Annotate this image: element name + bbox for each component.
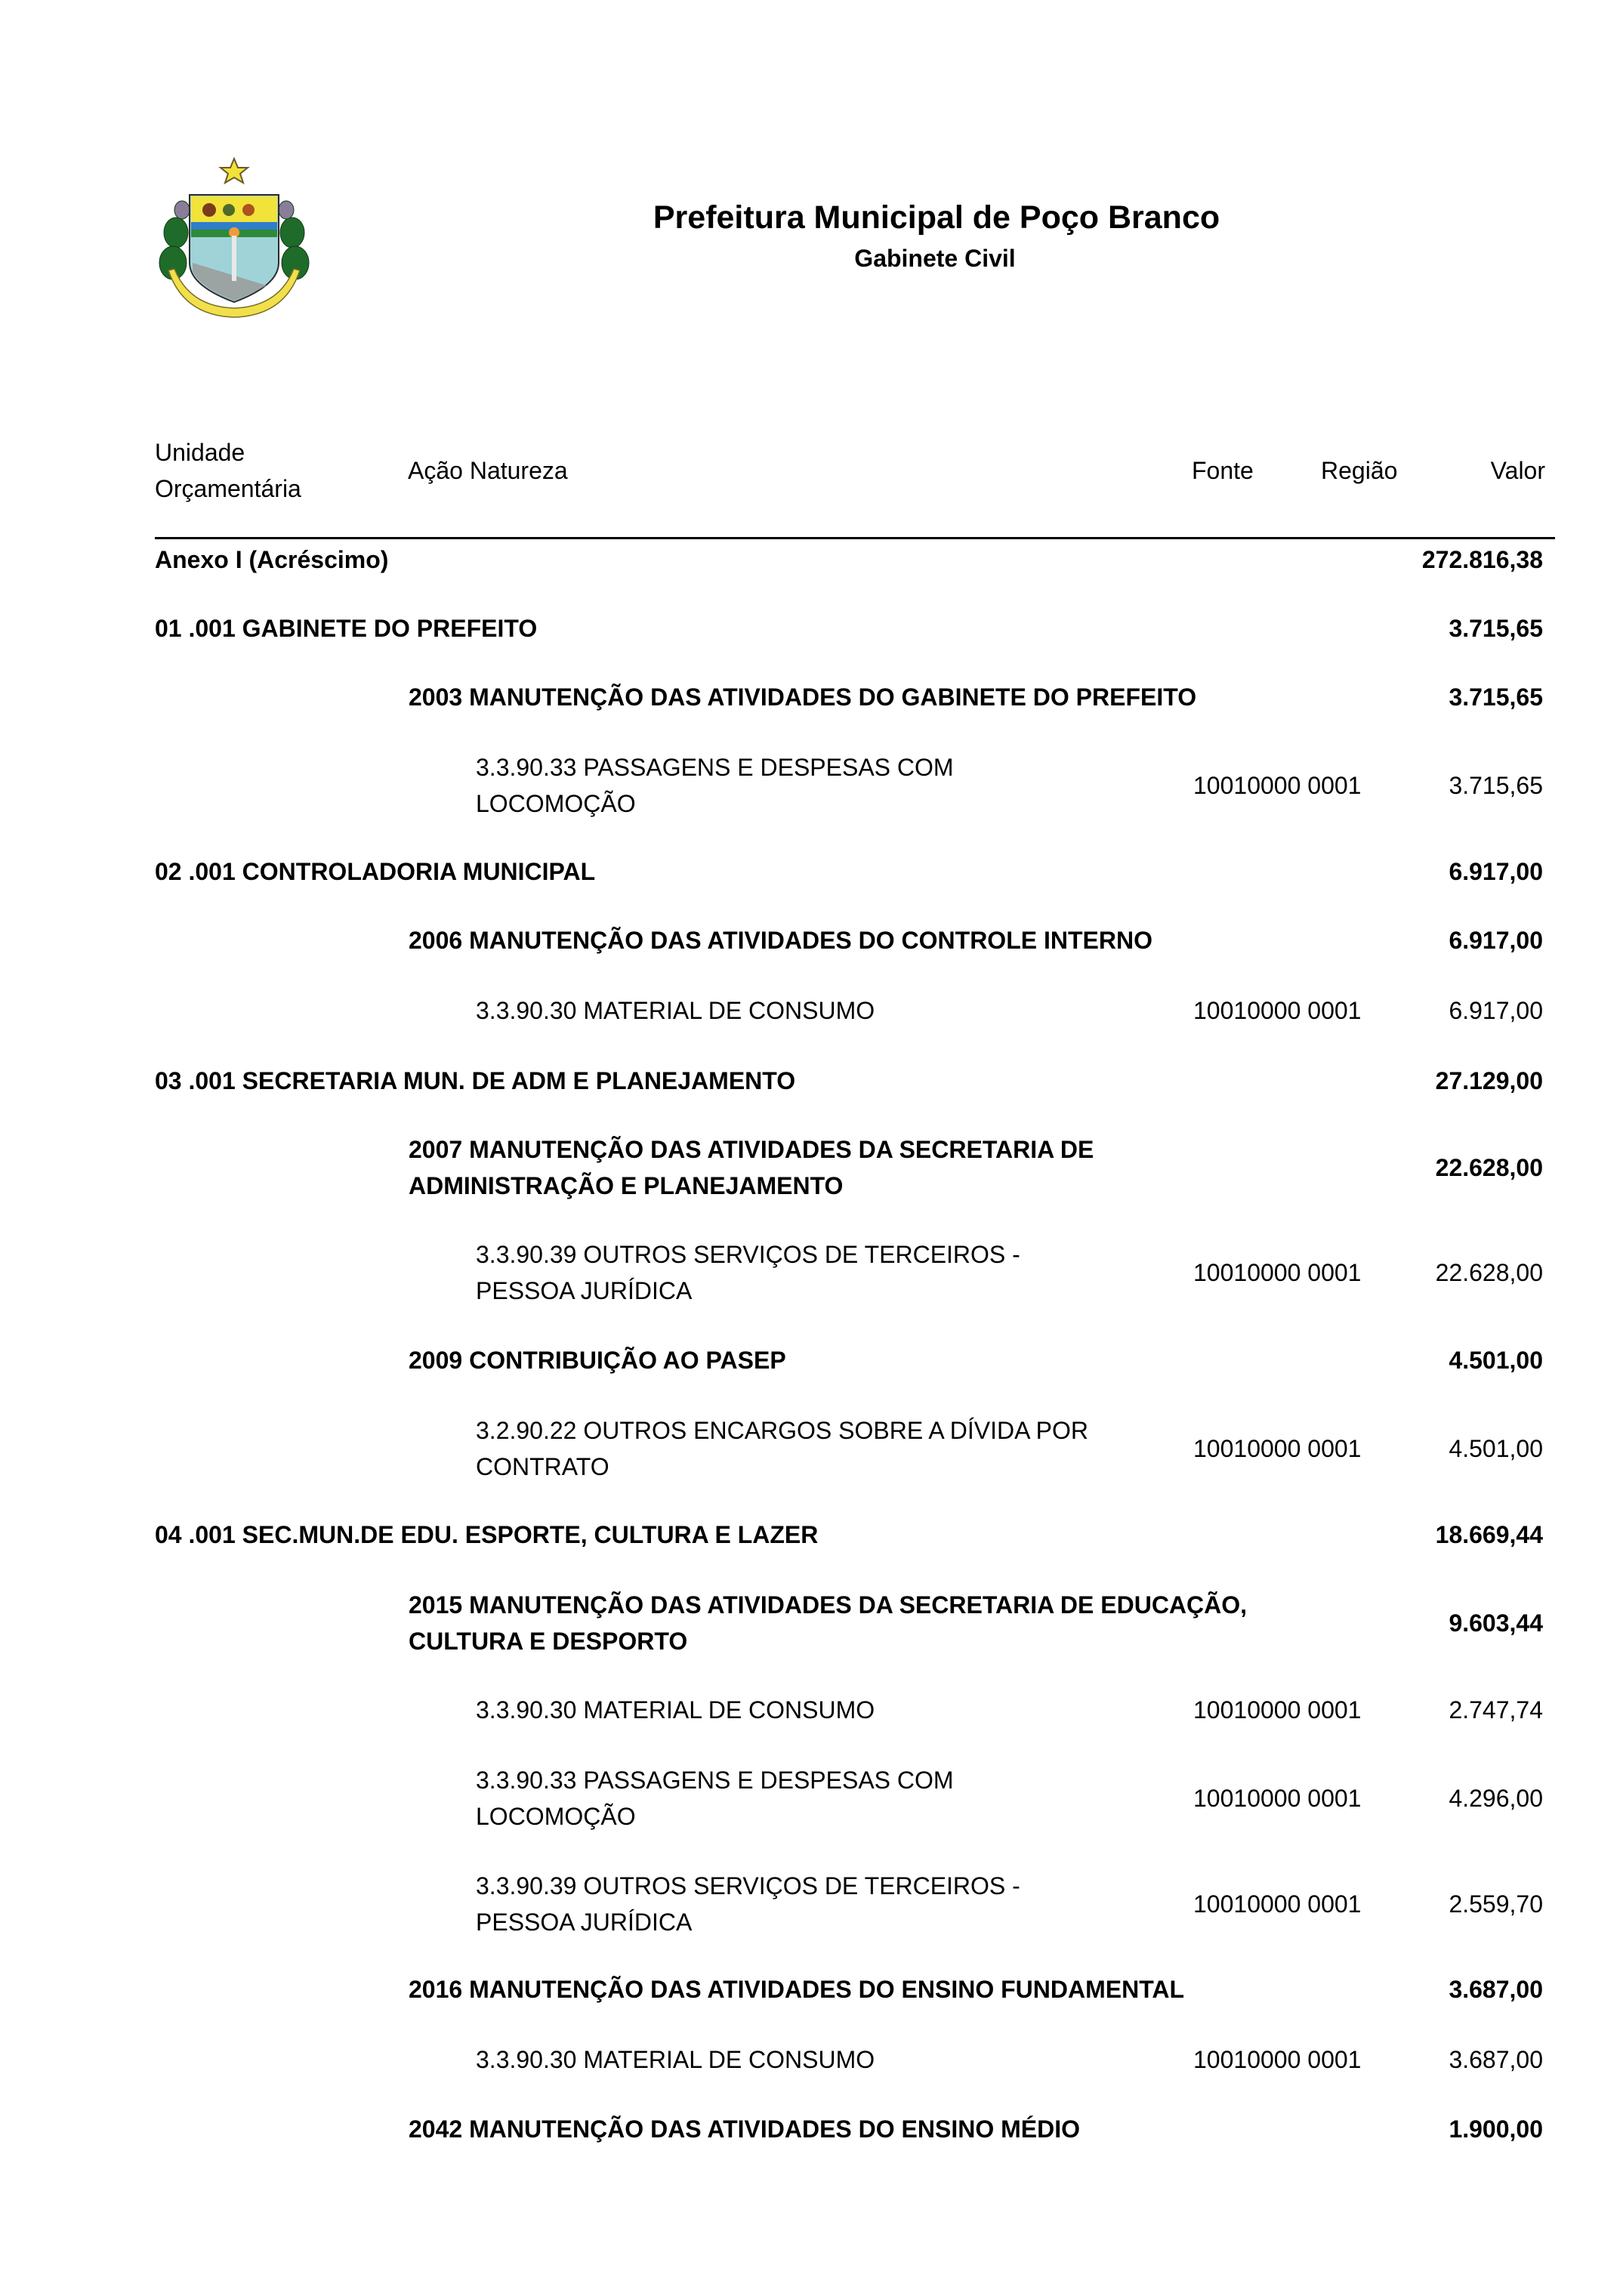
natureza-text-line: PESSOA JURÍDICA (476, 1909, 693, 1936)
fonte-cell: 10010000 0001 (1193, 1259, 1362, 1286)
natureza-text-line: LOCOMOÇÃO (476, 1803, 636, 1830)
column-header-regiao: Região (1321, 457, 1398, 484)
unidade-orcamentaria-row: 02 .001 CONTROLADORIA MUNICIPAL (155, 858, 596, 885)
valor-cell: 4.296,00 (1449, 1785, 1543, 1812)
natureza-row (476, 1868, 1020, 1940)
acao-text-line: ADMINISTRAÇÃO E PLANEJAMENTO (409, 1172, 844, 1199)
acao-text-line: 2015 MANUTENÇÃO DAS ATIVIDADES DA SECRETARIA DE EDUCAÇÃO, (409, 1591, 1248, 1619)
page-subtitle: Gabinete Civil (854, 245, 1016, 272)
valor-cell: 18.669,44 (1435, 1521, 1543, 1548)
unidade-orcamentaria-row: 04 .001 SEC.MUN.DE EDU. ESPORTE, CULTURA E LAZER (155, 1521, 819, 1548)
natureza-text-line: 3.3.90.30 MATERIAL DE CONSUMO (476, 997, 875, 1024)
acao-row (409, 1342, 786, 1378)
page-title: Prefeitura Municipal de Poço Branco (653, 199, 1220, 236)
header-divider (155, 537, 1555, 539)
star-icon (221, 159, 248, 183)
acao-row (409, 1587, 1247, 1659)
natureza-row (476, 992, 875, 1029)
column-header-unidade-line1: Unidade (155, 439, 245, 466)
acao-row (409, 1971, 1184, 2007)
valor-cell: 3.715,65 (1449, 684, 1543, 711)
column-header-unidade-line2: Orçamentária (155, 475, 301, 502)
valor-cell: 4.501,00 (1449, 1347, 1543, 1374)
natureza-row (476, 1762, 954, 1835)
fonte-cell: 10010000 0001 (1193, 1435, 1362, 1462)
acao-row (409, 1131, 1094, 1204)
valor-cell: 4.501,00 (1449, 1435, 1543, 1462)
valor-cell: 22.628,00 (1435, 1259, 1543, 1286)
acao-text-line: CULTURA E DESPORTO (409, 1628, 688, 1655)
acao-row (409, 922, 1152, 958)
natureza-text-line: 3.3.90.33 PASSAGENS E DESPESAS COM (476, 1767, 954, 1794)
valor-cell: 3.687,00 (1449, 2046, 1543, 2073)
acao-text-line: 2007 MANUTENÇÃO DAS ATIVIDADES DA SECRETARIA DE (409, 1136, 1094, 1163)
fonte-cell: 10010000 0001 (1193, 1696, 1362, 1724)
valor-cell: 3.715,65 (1449, 615, 1543, 642)
natureza-text-line: 3.3.90.39 OUTROS SERVIÇOS DE TERCEIROS - (476, 1241, 1020, 1268)
natureza-text-line: 3.2.90.22 OUTROS ENCARGOS SOBRE A DÍVIDA POR (476, 1417, 1088, 1444)
valor-cell: 2.747,74 (1449, 1696, 1543, 1724)
natureza-text-line: PESSOA JURÍDICA (476, 1277, 693, 1304)
valor-cell: 2.559,70 (1449, 1890, 1543, 1918)
natureza-text-line: LOCOMOÇÃO (476, 790, 636, 817)
natureza-row (476, 749, 954, 822)
acao-text-line: 2016 MANUTENÇÃO DAS ATIVIDADES DO ENSINO FUNDAMENTAL (409, 1976, 1185, 2003)
acao-row (409, 679, 1196, 715)
valor-cell: 3.715,65 (1449, 772, 1543, 799)
column-header-unidade (155, 434, 301, 507)
valor-cell: 9.603,44 (1449, 1609, 1543, 1637)
valor-cell: 6.917,00 (1449, 997, 1543, 1024)
natureza-text-line: 3.3.90.30 MATERIAL DE CONSUMO (476, 2046, 875, 2073)
acao-text-line: 2042 MANUTENÇÃO DAS ATIVIDADES DO ENSINO MÉDIO (409, 2115, 1080, 2143)
fonte-cell: 10010000 0001 (1193, 1785, 1362, 1812)
fonte-cell: 10010000 0001 (1193, 997, 1362, 1024)
valor-cell: 6.917,00 (1449, 927, 1543, 954)
natureza-row (476, 1692, 875, 1728)
unidade-orcamentaria-row: 01 .001 GABINETE DO PREFEITO (155, 615, 538, 642)
fonte-cell: 10010000 0001 (1193, 1890, 1362, 1918)
natureza-text-line: 3.3.90.33 PASSAGENS E DESPESAS COM (476, 754, 954, 781)
natureza-text-line: CONTRATO (476, 1453, 609, 1480)
valor-cell: 22.628,00 (1435, 1154, 1543, 1181)
valor-cell: 1.900,00 (1449, 2115, 1543, 2143)
natureza-row (476, 2041, 875, 2078)
valor-cell: 3.687,00 (1449, 1976, 1543, 2003)
acao-text-line: 2009 CONTRIBUIÇÃO AO PASEP (409, 1347, 786, 1374)
column-header-acao-natureza: Ação Natureza (408, 457, 568, 484)
natureza-text-line: 3.3.90.30 MATERIAL DE CONSUMO (476, 1696, 875, 1724)
column-header-fonte: Fonte (1192, 457, 1254, 484)
column-header-valor: Valor (1490, 457, 1545, 484)
natureza-row (476, 1412, 1088, 1485)
valor-cell: 27.129,00 (1435, 1067, 1543, 1094)
natureza-text-line: 3.3.90.39 OUTROS SERVIÇOS DE TERCEIROS - (476, 1872, 1020, 1899)
annex-total: 272.816,38 (1421, 546, 1543, 573)
acao-text-line: 2006 MANUTENÇÃO DAS ATIVIDADES DO CONTROLE INTERNO (409, 927, 1152, 954)
fonte-cell: 10010000 0001 (1193, 772, 1362, 799)
annex-label: Anexo I (Acréscimo) (155, 546, 389, 573)
acao-row (409, 2111, 1080, 2147)
acao-text-line: 2003 MANUTENÇÃO DAS ATIVIDADES DO GABINETE DO PREFEITO (409, 684, 1197, 711)
unidade-orcamentaria-row: 03 .001 SECRETARIA MUN. DE ADM E PLANEJAMENTO (155, 1067, 796, 1094)
fonte-cell: 10010000 0001 (1193, 2046, 1362, 2073)
natureza-row (476, 1236, 1020, 1309)
valor-cell: 6.917,00 (1449, 858, 1543, 885)
